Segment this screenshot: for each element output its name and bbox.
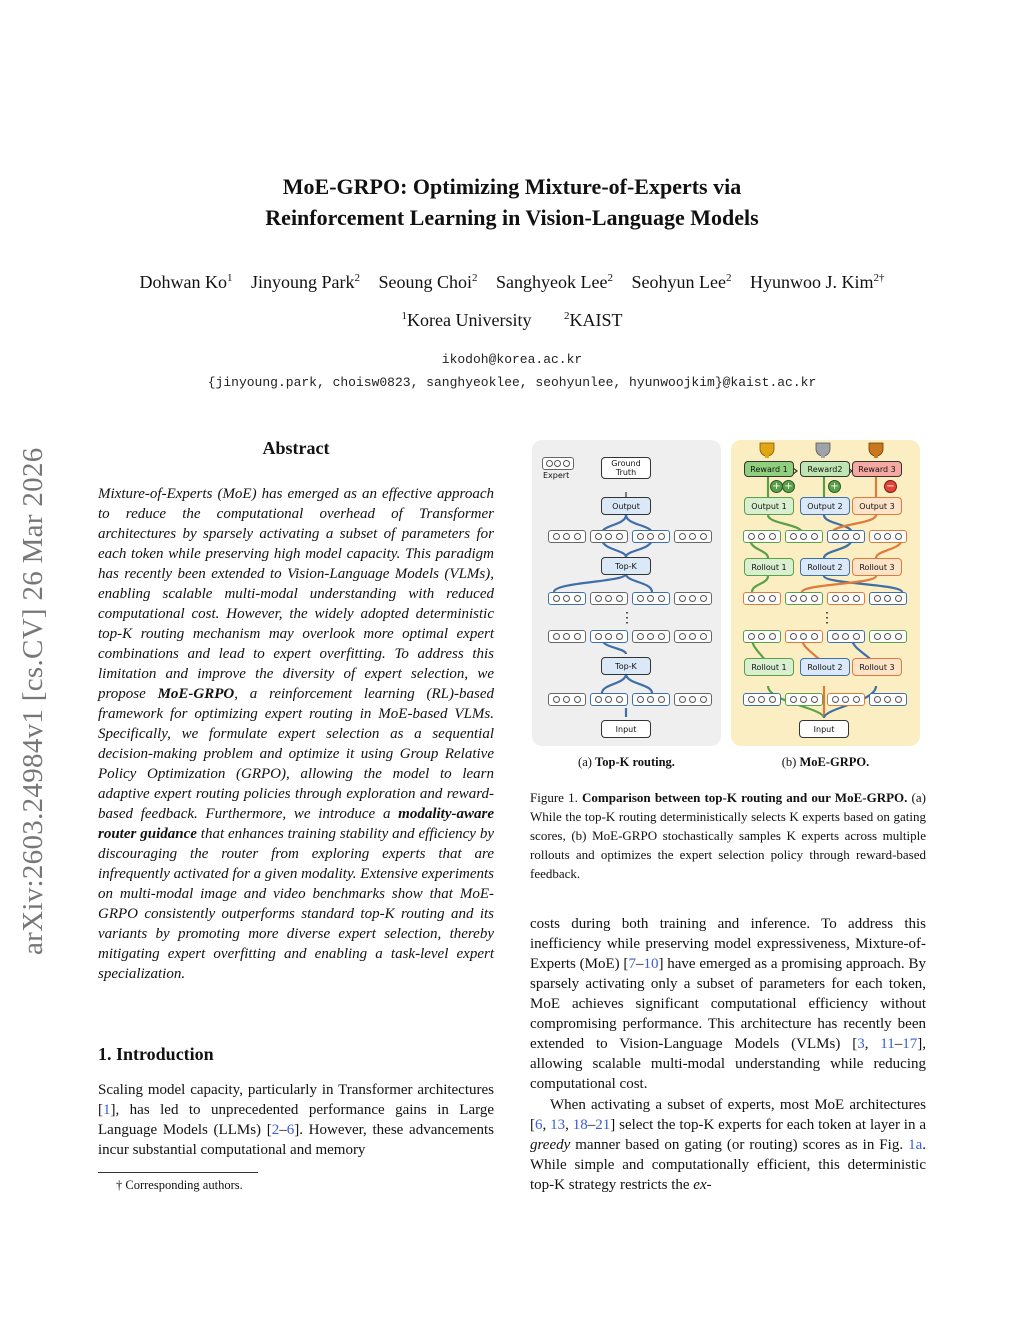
rollout-node: Rollout 1 [744,558,794,576]
citation-link[interactable]: 10 [643,956,659,972]
author: Jinyoung Park$^2$ [251,272,360,292]
citation-link[interactable]: 21 [595,1117,611,1133]
reward-node: Reward 1 [744,461,794,477]
author: Seohyun Lee$^2$ [631,272,732,292]
topk-router-node: Top-K [601,657,651,675]
footnote: † Corresponding authors. [116,1178,243,1192]
author: Sanghyeok Lee$^2$ [496,272,613,292]
section-heading-introduction: 1. Introduction [98,1044,214,1064]
output-node: Output 3 [852,497,902,515]
figure-reference-link[interactable]: 1a [908,1137,923,1153]
citation-link[interactable]: 7 [628,956,636,972]
citation-link[interactable]: 11 [880,1036,895,1052]
arxiv-identifier: arXiv:2603.24984v1 [cs.CV] 26 Mar 2026 [17,447,49,955]
paper-title-line-1: MoE-GRPO: Optimizing Mixture-of-Experts via [282,174,742,199]
rollout-node: Rollout 3 [852,558,902,576]
output-node: Output 2 [800,497,850,515]
rollout-node: Rollout 1 [744,658,794,676]
email-kaist: {jinyoung.park, choisw0823, sanghyeoklee, seohyunlee, hyunwoojkim}@kaist.ac.kr [207,375,817,390]
ellipsis-dots: ⋮ [820,611,834,626]
plus-icon: + [828,480,841,493]
expert-legend-icon [542,457,574,470]
intro-paragraph-2: When activating a subset of experts, most MoE architectures [6, 13, 18–21] select the top-K experts for each token at layer in a greedy manner based on gating (or routing) scores as in Fig. 1a. While simple and computationally efficient, this deterministic top-K strategy restricts the ex- [530,1097,927,1193]
citation-link[interactable]: 17 [902,1036,918,1052]
subcaption-a: (a) Top-K routing. [578,755,675,769]
author: Hyunwoo J. Kim$^{2\dagger}$ [749,272,885,292]
rollout-node: Rollout 2 [800,558,850,576]
affiliations [0,310,1024,331]
plus-icon: + [782,480,795,493]
citation-link[interactable]: 6 [535,1117,543,1133]
ellipsis-dots: ⋮ [620,611,634,626]
trophy-bronze-icon [869,443,883,458]
citation-link[interactable]: 2 [271,1122,280,1138]
author: Dohwan Ko$^1$ [139,272,233,292]
intro-paragraph: Scaling model capacity, particularly in Transformer architectures [1], has led to unprecedented performance gains in Large Language Models (LLMs) [2–6]. However, these advancements incur substantial computational and memory [98,1082,494,1158]
affiliation: $^2$KAIST [563,310,623,330]
trophy-silver-icon [816,443,830,458]
affiliation: $^1$Korea University [401,310,532,330]
router-guidance-term: modality-aware router guidance [98,806,494,842]
method-name: MoE-GRPO [157,686,235,702]
figure-caption: Figure 1. Comparison between top-K routing and our MoE-GRPO. (a) While the top-K routing deterministically selects K experts based on gating scores, (b) MoE-GRPO stochastically samples K experts across multiple rollouts and optimizes the expert selection policy through reward-based feedback. [530,790,926,881]
rollout-node: Rollout 2 [800,658,850,676]
citation-link[interactable]: 1 [103,1102,111,1118]
topk-router-node: Top-K [601,557,651,575]
reward-node: Reward2 [800,461,850,477]
citation-link[interactable]: 18 [572,1117,588,1133]
author-list [0,272,1024,293]
email-korea: ikodoh@korea.ac.kr [441,352,583,367]
output-node: Output [601,497,651,515]
input-node: Input [799,720,849,738]
abstract-heading: Abstract [262,438,330,458]
expert-legend-label: Expert [543,471,570,480]
input-node: Input [601,720,651,738]
reward-node: Reward 3 [852,461,902,477]
ground-truth-node: Ground Truth [601,457,651,479]
subcaption-b: (b) MoE-GRPO. [781,755,870,769]
intro-paragraph-continued: costs during both training and inference. To address this inefficiency while preserving model expressiveness, Mixture-of-Experts (MoE) [7–10] have emerged as a promising approach. By sparsely activating only a subset of parameters for each token, MoE achieves significant computational efficiency without compromising performance. This architecture has recently been extended to Vision-Language Models (VLMs) [3, 11–17], allowing scalable multi-modal understanding while reducing computational cost. [530,916,926,1092]
paper-title-line-2: Reinforcement Learning in Vision-Language Models [265,205,759,230]
footnote-rule [98,1172,258,1173]
rollout-node: Rollout 3 [852,658,902,676]
minus-icon: − [884,480,897,493]
plus-icon: + [770,480,783,493]
citation-link[interactable]: 6 [286,1122,295,1138]
citation-link[interactable]: 3 [857,1036,865,1052]
abstract-body: Mixture-of-Experts (MoE) has emerged as an effective approach to reduce the computational overhead of Transformer architectures by sparsely activating a subset of parameters for each token while preserving high model capacity. This paradigm has recently been extended to Vision-Language Models (VLMs), enabling scalable multi-modal understanding with reduced computational cost. However, the widely adopted deterministic top-K routing mechanism may overlook more optimal expert combinations and lead to expert overfitting. To address this limitation and improve the diversity of expert selection, we propose MoE-GRPO, a reinforcement learning (RL)-based framework for optimizing expert routing in MoE-based VLMs. Specifically, we formulate expert selection as a sequential decision-making problem and optimize it using Group Relative Policy Optimization (GRPO), allowing the model to learn adaptive expert routing policies through exploration and reward-based feedback. Furthermore, we introduce a modality-aware router guidance that enhances training stability and efficiency by discouraging the router from exploring experts that are infrequently activated for a given modality. Extensive experiments on multi-modal image and video benchmarks show that MoE-GRPO consistently outperforms standard top-K routing and its variants by promoting more diverse expert selection, thereby mitigating expert overfitting and enabling a task-level expert specialization. [98,486,495,982]
author: Seoung Choi$^2$ [378,272,478,292]
citation-link[interactable]: 13 [550,1117,566,1133]
trophy-gold-icon [760,443,774,458]
output-node: Output 1 [744,497,794,515]
